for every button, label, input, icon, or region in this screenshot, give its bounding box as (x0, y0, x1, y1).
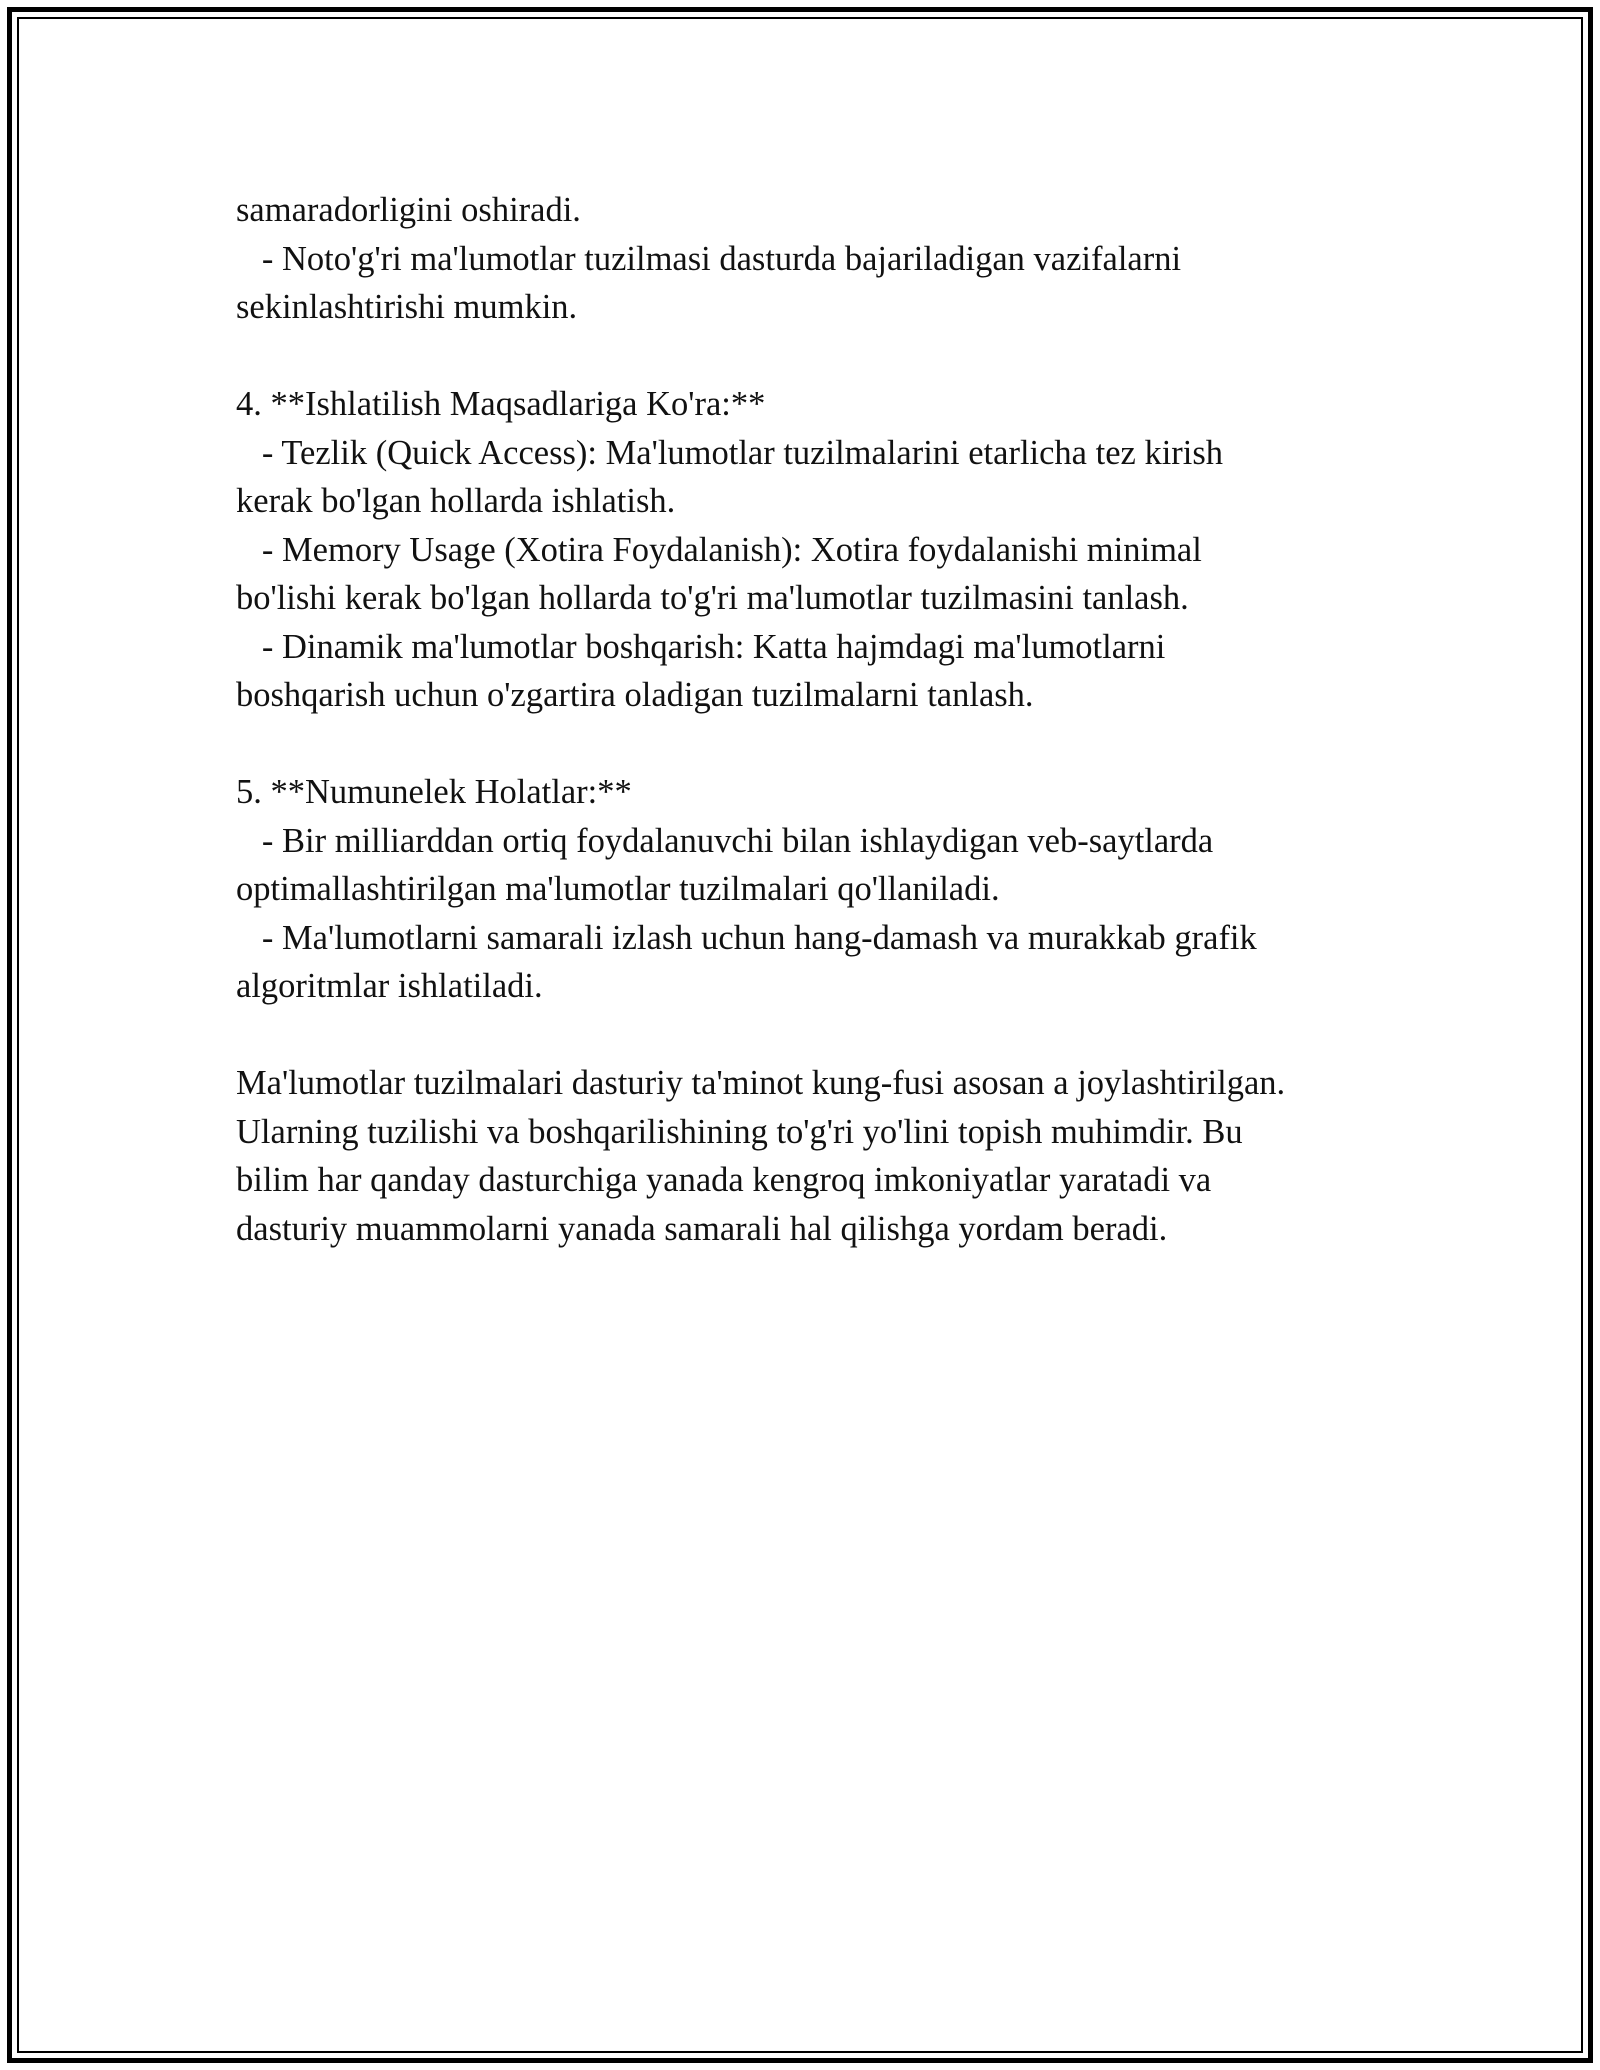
text-line: - Bir milliarddan ortiq foydalanuvchi bilan ishlaydigan veb-saytlarda (236, 821, 1214, 860)
blank-line (236, 332, 1396, 381)
blank-line (236, 1011, 1396, 1060)
section-heading: 5. **Numunelek Holatlar:** (236, 773, 632, 811)
text-line: - Dinamik ma'lumotlar boshqarish: Katta hajmdagi ma'lumotlarni (236, 627, 1166, 666)
text-line: - Tezlik (Quick Access): Ma'lumotlar tuzilmalarini etarlicha tez kirish (236, 433, 1224, 472)
blank-line (236, 720, 1396, 769)
text-line: Ma'lumotlar tuzilmalari dasturiy ta'minot kung-fusi asosan a joylashtirilgan. (236, 1064, 1286, 1102)
text-line: bilim har qanday dasturchiga yanada kengroq imkoniyatlar yaratadi va (236, 1161, 1212, 1199)
text-line: Ularning tuzilishi va boshqarilishining to'g'ri yo'lini topish muhimdir. Bu (236, 1112, 1243, 1151)
document-body (236, 186, 1396, 1253)
text-line: optimallashtirilgan ma'lumotlar tuzilmalari qo'llaniladi. (236, 870, 1000, 908)
text-line: dasturiy muammolarni yanada samarali hal qilishga yordam beradi. (236, 1209, 1168, 1248)
text-line: - Ma'lumotlarni samarali izlash uchun hang-damash va murakkab grafik (236, 918, 1257, 957)
text-line: boshqarish uchun o'zgartira oladigan tuzilmalarni tanlash. (236, 676, 1034, 714)
text-line: kerak bo'lgan hollarda ishlatish. (236, 482, 676, 520)
text-line: sekinlashtirishi mumkin. (236, 288, 578, 326)
text-line: - Noto'g'ri ma'lumotlar tuzilmasi dasturda bajariladigan vazifalarni (236, 239, 1182, 278)
section-heading: 4. **Ishlatilish Maqsadlariga Ko'ra:** (236, 385, 766, 423)
text-line: bo'lishi kerak bo'lgan hollarda to'g'ri ma'lumotlar tuzilmasini tanlash. (236, 579, 1189, 617)
text-line: - Memory Usage (Xotira Foydalanish): Xotira foydalanishi minimal (236, 530, 1202, 569)
text-line: algoritmlar ishlatiladi. (236, 967, 543, 1005)
text-line: samaradorligini oshiradi. (236, 191, 581, 229)
